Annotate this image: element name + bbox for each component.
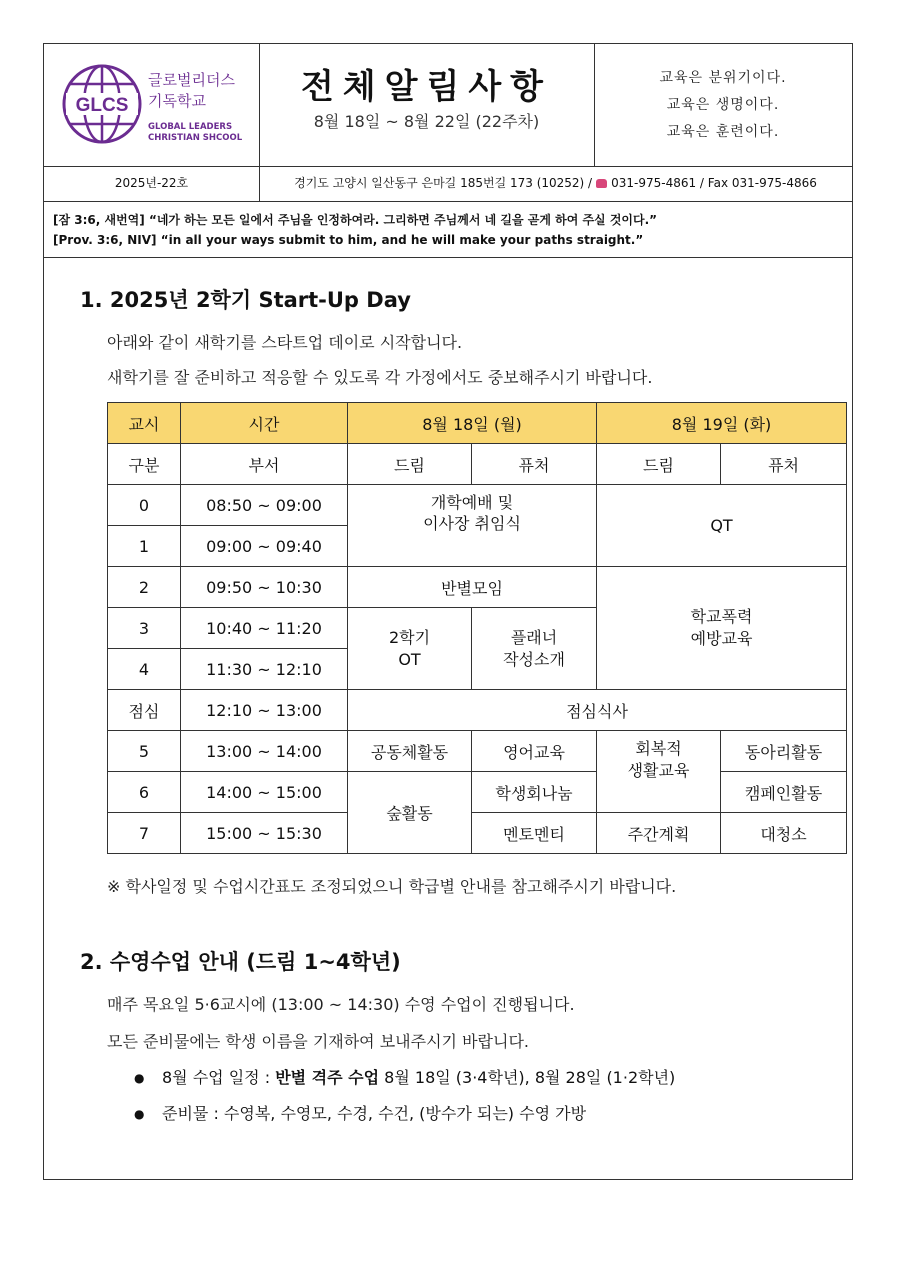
period-cell: 7: [108, 813, 181, 854]
notice-frame: [43, 43, 853, 1180]
motto-line: 교육은 생명이다.: [666, 97, 780, 113]
planner-cell: [472, 608, 597, 690]
table-header-row: [108, 403, 847, 444]
verse-en-text: “in all your ways submit to him, and he will make your paths straight.”: [160, 233, 644, 247]
period-cell: 1: [108, 526, 181, 567]
opening-line2: 이사장 취임식: [423, 514, 521, 533]
section1-para1: 아래와 같이 새학기를 스타트업 데이로 시작합니다.: [107, 333, 463, 352]
logo-name-line1: 글로벌리더스: [148, 71, 235, 89]
info-row: [44, 166, 852, 202]
time-cell: 10:40 ~ 11:20: [181, 608, 348, 649]
ot-line1: 2학기: [388, 627, 431, 647]
page-subtitle: 8월 18일 ~ 8월 22일 (22주차): [313, 112, 540, 131]
cleaning-cell: 대청소: [721, 813, 847, 854]
section2-para1: 매주 목요일 5·6교시에 (13:00 ~ 14:30) 수영 수업이 진행됩니다.: [107, 995, 575, 1014]
period-cell: 3: [108, 608, 181, 649]
table-subheader-row: [108, 444, 847, 485]
section2-para2: 모든 준비물에는 학생 이름을 기재하여 보내주시기 바랍니다.: [107, 1032, 530, 1051]
ot-cell: [348, 608, 472, 690]
dept-dream: 드림: [597, 444, 721, 485]
phone-fax: 031-975-4861 / Fax 031-975-4866: [611, 176, 817, 190]
dept-future: 퓨처: [472, 444, 597, 485]
ot-line2: OT: [398, 649, 421, 669]
table-row: [108, 772, 847, 813]
table-row: [108, 731, 847, 772]
restorative-line2: 생활교육: [627, 761, 690, 780]
section1-para2: 새학기를 잘 준비하고 적응할 수 있도록 각 가정에서도 중보해주시기 바랍니다.: [107, 368, 653, 387]
time-cell: 09:50 ~ 10:30: [181, 567, 348, 608]
school-address: 경기도 고양시 일산동구 은마길 185번길 173 (10252) /: [294, 176, 593, 190]
page-title: 전체알림사항: [300, 67, 553, 107]
forest-cell: 숲활동: [348, 772, 472, 854]
period-cell: 2: [108, 567, 181, 608]
section1-title: 1. 2025년 2학기 Start-Up Day: [80, 288, 411, 312]
mentoring-cell: 멘토멘티: [472, 813, 597, 854]
period-cell: 0: [108, 485, 181, 526]
time-cell: 09:00 ~ 09:40: [181, 526, 348, 567]
header-time: 시간: [181, 403, 348, 444]
table-row: [108, 485, 847, 526]
table-row: [108, 690, 847, 731]
time-cell: 11:30 ~ 12:10: [181, 649, 348, 690]
violence-line2: 예방교육: [690, 629, 753, 648]
school-logo: [44, 44, 260, 166]
logo-en-line1: GLOBAL LEADERS: [148, 122, 233, 132]
time-cell: 13:00 ~ 14:00: [181, 731, 348, 772]
list-item: [134, 1060, 675, 1096]
lunch-cell: 점심식사: [348, 690, 847, 731]
period-cell: 점심: [108, 690, 181, 731]
swim-details-list: [134, 1060, 675, 1132]
schedule-dates: 8월 18일 (3·4학년), 8월 28일 (1·2학년): [379, 1068, 676, 1087]
table-row: [108, 813, 847, 854]
header-day1: 8월 18일 (월): [348, 403, 597, 444]
time-cell: 12:10 ~ 13:00: [181, 690, 348, 731]
schedule-table: [107, 402, 847, 854]
violence-line1: 학교폭력: [690, 607, 753, 626]
period-cell: 4: [108, 649, 181, 690]
subheader-dept: 부서: [181, 444, 348, 485]
restorative-cell: [597, 731, 721, 813]
time-cell: 15:00 ~ 15:30: [181, 813, 348, 854]
verse-kr-ref: [잠 3:6, 새번역]: [53, 213, 145, 227]
header: [44, 44, 852, 167]
section2-title: 2. 수영수업 안내 (드림 1~4학년): [80, 950, 401, 974]
qt-cell: QT: [597, 485, 847, 567]
motto: [594, 44, 852, 166]
motto-line: 교육은 훈련이다.: [666, 124, 780, 140]
homeroom-cell: 반별모임: [348, 567, 597, 608]
violence-prevention-cell: [597, 567, 847, 690]
issue-number: 2025년-22호: [44, 166, 260, 201]
dept-future: 퓨처: [721, 444, 847, 485]
english-cell: 영어교육: [472, 731, 597, 772]
dept-dream: 드림: [348, 444, 472, 485]
opening-ceremony: [348, 485, 597, 567]
planner-line1: 플래너: [510, 627, 558, 647]
list-item: ● 준비물 : 수영복, 수영모, 수경, 수건, (방수가 되는) 수영 가방: [134, 1096, 675, 1132]
telephone-icon: [596, 179, 607, 188]
verse-kr-text: “네가 하는 모든 일에서 주님을 인정하여라. 그리하면 주님께서 네 길을 곧게 하여 주실 것이다.”: [148, 213, 658, 227]
time-cell: 14:00 ~ 15:00: [181, 772, 348, 813]
sharing-cell: 학생회나눔: [472, 772, 597, 813]
subheader-label: 구분: [108, 444, 181, 485]
campaign-cell: 캠페인활동: [721, 772, 847, 813]
verse-en-ref: [Prov. 3:6, NIV]: [53, 233, 157, 247]
community-cell: 공동체활동: [348, 731, 472, 772]
contact-line: [259, 166, 852, 201]
header-period: 교시: [108, 403, 181, 444]
schedule-emphasis: 반별 격주 수업: [275, 1068, 380, 1087]
table-row: [108, 567, 847, 608]
glcs-globe-logo-icon: [60, 62, 144, 146]
restorative-line1: 회복적: [635, 739, 682, 758]
period-cell: 5: [108, 731, 181, 772]
period-cell: 6: [108, 772, 181, 813]
logo-en-line2: CHRISTIAN SHCOOL: [148, 133, 243, 143]
planner-line2: 작성소개: [503, 649, 565, 669]
section1-note: ※ 학사일정 및 수업시간표도 조정되었으니 학급별 안내를 참고해주시기 바랍니다.: [107, 877, 677, 896]
time-cell: 08:50 ~ 09:00: [181, 485, 348, 526]
weekly-plan-cell: 주간계획: [597, 813, 721, 854]
club-cell: 동아리활동: [721, 731, 847, 772]
motto-line: 교육은 분위기이다.: [659, 70, 787, 86]
schedule-label: 8월 수업 일정 :: [162, 1068, 276, 1087]
bible-verse: [44, 201, 852, 258]
header-day2: 8월 19일 (화): [597, 403, 847, 444]
opening-line1: 개학예배 및: [430, 493, 514, 512]
logo-name-line2: 기독학교: [148, 92, 206, 110]
logo-initials: GLCS: [75, 95, 129, 116]
